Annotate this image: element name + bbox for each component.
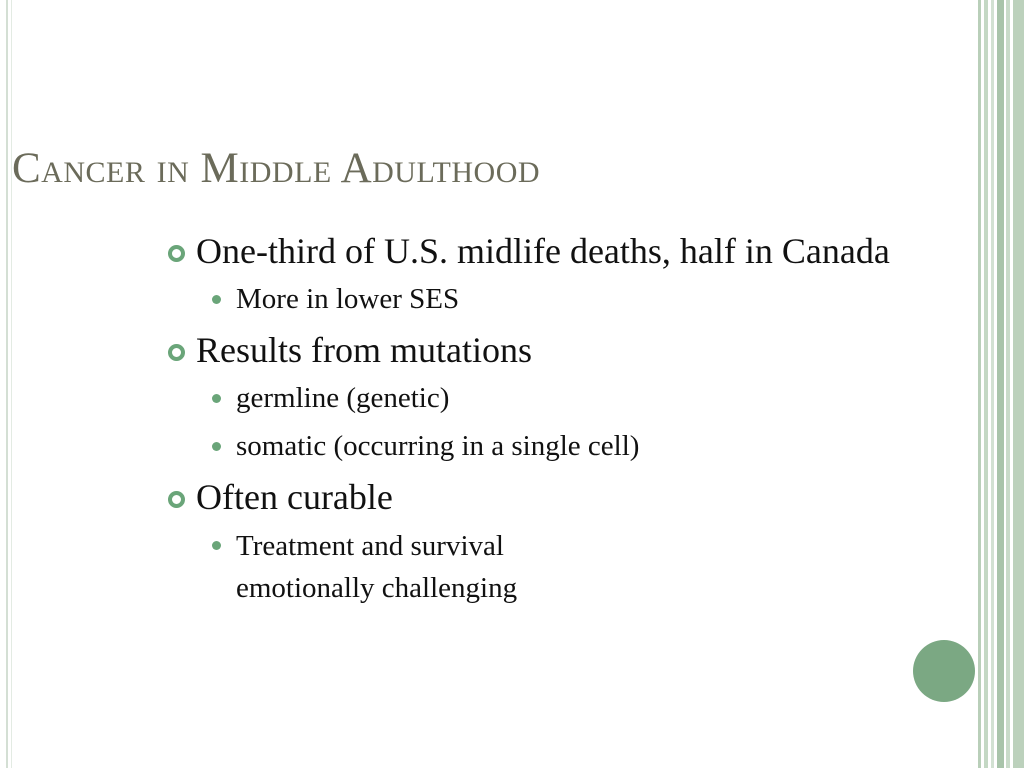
right-stripe [997,0,1004,768]
dot-bullet-icon [212,442,221,451]
right-stripe [984,0,988,768]
right-stripe [1006,0,1010,768]
right-stripe [1013,0,1024,768]
bullet-item [166,327,946,374]
sub-bullet-text: somatic (occurring in a single cell) [236,430,640,462]
bullet-text: Results from mutations [196,330,532,370]
ring-bullet-icon [168,245,185,262]
sub-bullet-item [236,426,946,466]
dot-bullet-icon [212,295,221,304]
sub-bullet-item [236,525,636,609]
right-stripe [978,0,981,768]
right-stripe [991,0,994,768]
ring-bullet-icon [168,491,185,508]
sub-bullet-item [236,279,946,319]
bullet-item [166,228,946,275]
sub-bullet-text: germline (genetic) [236,382,450,414]
bullet-text: Often curable [196,477,393,517]
bullet-text: One-third of U.S. midlife deaths, half in Canada [196,231,890,271]
sub-bullet-item [236,378,946,418]
sub-bullet-text: Treatment and survival emotionally challenging [236,530,518,604]
bullet-item [166,474,946,521]
left-border-line-inner [11,0,12,768]
dot-bullet-icon [212,394,221,403]
decorative-circle [913,640,975,702]
sub-bullet-text: More in lower SES [236,283,460,315]
ring-bullet-icon [168,344,185,361]
bullet-list [166,228,946,617]
slide-title: Cancer in Middle Adulthood [12,145,541,192]
dot-bullet-icon [212,541,221,550]
left-border-line [6,0,8,768]
